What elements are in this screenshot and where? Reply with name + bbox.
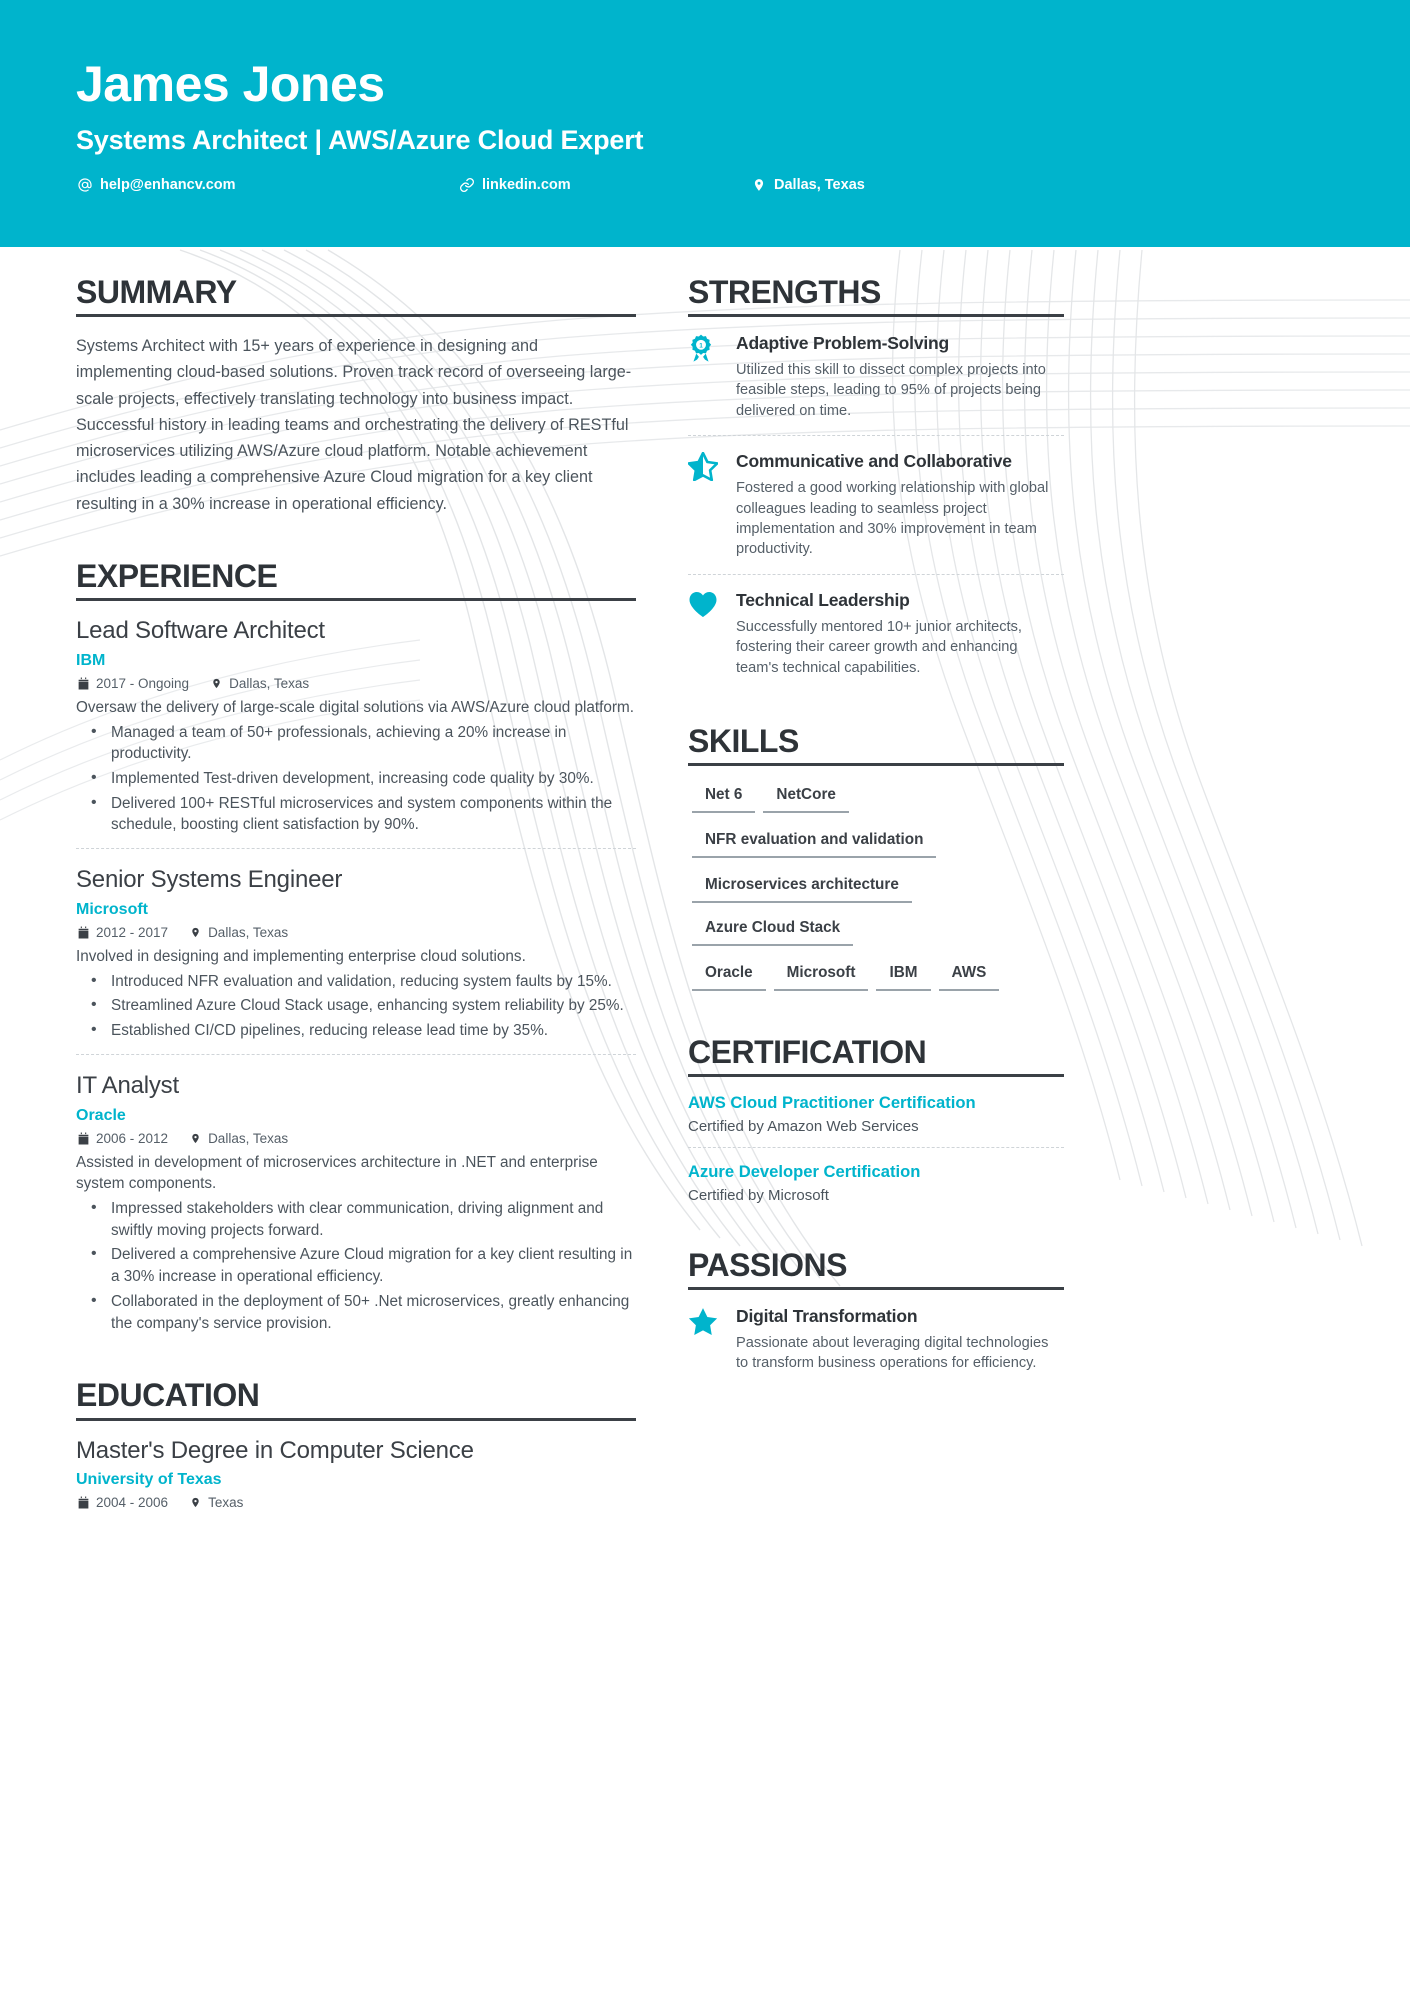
experience-entry-dates — [76, 676, 189, 691]
experience-entry — [76, 617, 636, 848]
experience-entry-bullets — [76, 722, 636, 837]
skills-row — [688, 782, 1064, 825]
svg-text:1: 1 — [699, 342, 703, 350]
passion-item-body — [736, 1306, 1064, 1374]
experience-entry-description: Oversaw the delivery of large-scale digital solutions via AWS/Azure cloud platform. — [76, 698, 635, 716]
award-medal-icon — [688, 333, 736, 421]
experience-entry-company: Oracle — [76, 1106, 126, 1124]
strength-item-title: Communicative and Collaborative — [736, 451, 1012, 472]
certification-item — [688, 1093, 1064, 1147]
contact-email-label: help@enhancv.com — [100, 176, 236, 193]
experience-entry-company: Microsoft — [76, 900, 148, 918]
location-pin-icon — [188, 1132, 202, 1145]
experience-entry-location — [188, 925, 288, 940]
skills-row — [688, 872, 1064, 958]
strength-item-title: Adaptive Problem-Solving — [736, 333, 950, 354]
list-item: • Managed a team of 50+ professionals, achieving a 20% increase in productivity. — [89, 722, 636, 765]
list-item: • Delivered 100+ RESTful microservices and system components within the schedule, boosting client satisfaction by 90%. — [89, 793, 636, 836]
section-passions — [688, 1248, 1064, 1388]
certification-heading-rule — [688, 1074, 1064, 1077]
experience-entry-dates-label: 2012 - 2017 — [96, 924, 169, 940]
right-column — [688, 247, 1064, 1528]
skill-tag[interactable]: AWS — [939, 960, 1000, 991]
contact-linkedin[interactable] — [458, 177, 750, 193]
contact-linkedin-label: linkedin.com — [482, 176, 571, 193]
strength-item-text: Successfully mentored 10+ junior architects, fostering their career growth and enhancing team's technical capabilities. — [736, 618, 1022, 676]
education-entry-school: University of Texas — [76, 1471, 222, 1489]
experience-entry-dates-label: 2006 - 2012 — [96, 1130, 169, 1146]
at-icon — [76, 177, 93, 193]
experience-entry-title: Lead Software Architect — [76, 617, 325, 645]
strength-item-text: Fostered a good working relationship with global colleagues leading to seamless project implementation and 30% improvement in team productivity. — [736, 480, 1049, 558]
summary-heading: SUMMARY — [76, 274, 237, 310]
education-entry-meta — [76, 1495, 636, 1510]
experience-entry-title: IT Analyst — [76, 1071, 179, 1099]
list-item: • Impressed stakeholders with clear communication, driving alignment and swiftly moving projects forward. — [89, 1198, 636, 1241]
certification-name: AWS Cloud Practitioner Certification — [688, 1093, 976, 1113]
strengths-heading: STRENGTHS — [688, 274, 881, 310]
location-pin-icon — [188, 926, 202, 939]
heart-icon — [688, 590, 736, 678]
passion-item-title: Digital Transformation — [736, 1306, 918, 1327]
strength-item-text: Utilized this skill to dissect complex projects into feasible steps, leading to 95% of projects being delivered on time. — [736, 362, 1046, 419]
passions-heading-rule — [688, 1287, 1064, 1290]
certification-item — [688, 1147, 1064, 1216]
strength-item — [688, 574, 1064, 692]
experience-entry-location-label: Dallas, Texas — [208, 1130, 289, 1146]
passion-item-text: Passionate about leveraging digital technologies to transform business operations for efficiency. — [736, 1334, 1049, 1372]
experience-entry-meta — [76, 925, 636, 940]
experience-entry-location-label: Dallas, Texas — [208, 924, 289, 940]
star-icon — [688, 1306, 736, 1374]
contact-email[interactable] — [76, 177, 458, 193]
strength-item-body — [736, 590, 1064, 678]
experience-entry-location — [188, 1131, 288, 1146]
certification-heading: CERTIFICATION — [688, 1034, 927, 1071]
experience-entry-location-label: Dallas, Texas — [229, 675, 310, 691]
skills-row — [688, 827, 1064, 870]
education-entry-dates-label: 2004 - 2006 — [96, 1495, 169, 1511]
experience-entry — [76, 848, 636, 1054]
contact-list — [76, 177, 1410, 193]
skills-heading-rule — [688, 763, 1064, 766]
skill-tag[interactable]: Microsoft — [774, 960, 869, 991]
experience-entry-meta — [76, 1131, 636, 1146]
strength-item-body — [736, 451, 1064, 560]
education-entry — [76, 1437, 636, 1523]
certification-issuer: Certified by Amazon Web Services — [688, 1118, 919, 1136]
passion-item — [688, 1306, 1064, 1388]
experience-heading: EXPERIENCE — [76, 557, 278, 594]
location-pin-icon — [188, 1496, 202, 1509]
strength-item-title: Technical Leadership — [736, 589, 910, 610]
experience-entry-description: Involved in designing and implementing enterprise cloud solutions. — [76, 947, 526, 965]
certification-issuer: Certified by Microsoft — [688, 1186, 829, 1204]
experience-entry-company: IBM — [76, 651, 106, 669]
education-heading: EDUCATION — [76, 1377, 260, 1414]
contact-location — [750, 177, 865, 193]
skills-row — [688, 960, 1064, 1003]
resume-header — [0, 0, 1410, 247]
calendar-icon — [76, 677, 90, 690]
experience-entry — [76, 1054, 636, 1347]
experience-entry-bullets — [76, 971, 636, 1042]
location-pin-icon — [209, 677, 223, 690]
section-certification — [688, 1035, 1064, 1216]
job-title: Systems Architect | AWS/Azure Cloud Expert — [76, 124, 644, 155]
left-column — [76, 247, 636, 1528]
section-education — [76, 1378, 636, 1522]
calendar-icon — [76, 926, 90, 939]
half-star-icon — [688, 451, 736, 560]
calendar-icon — [76, 1132, 90, 1145]
education-entry-dates — [76, 1495, 168, 1510]
summary-text: Systems Architect with 15+ years of experience in designing and implementing cloud-based solutions. Proven track record of overseeing large-scale projects, effectively translating technology into business impact. Successful history in leading teams and orchestrating the delivery of RESTful microservices utilizing AWS/Azure cloud platform. Notable achievement includes leading a comprehensive Azure Cloud migration for a key client resulting in a 30% increase in operational efficiency. — [76, 337, 632, 513]
strengths-heading-rule — [688, 314, 1064, 317]
list-item: • Streamlined Azure Cloud Stack usage, enhancing system reliability by 25%. — [89, 995, 636, 1017]
link-icon — [458, 177, 475, 193]
skill-tag[interactable]: IBM — [876, 960, 930, 991]
skill-tag[interactable]: Azure Cloud Stack — [692, 915, 853, 946]
education-heading-rule — [76, 1418, 636, 1421]
strength-item — [688, 333, 1064, 435]
education-entry-location — [188, 1495, 243, 1510]
experience-entry-dates — [76, 925, 168, 940]
calendar-icon — [76, 1496, 90, 1509]
summary-heading-rule — [76, 314, 636, 317]
education-entry-location-label: Texas — [208, 1495, 244, 1511]
experience-entry-location — [209, 676, 309, 691]
passions-heading: PASSIONS — [688, 1246, 847, 1283]
contact-location-label: Dallas, Texas — [774, 176, 865, 193]
section-experience — [76, 559, 636, 1347]
strength-item — [688, 435, 1064, 574]
list-item: • Established CI/CD pipelines, reducing release lead time by 35%. — [89, 1020, 636, 1042]
skills-heading: SKILLS — [688, 723, 799, 760]
experience-entry-title: Senior Systems Engineer — [76, 866, 343, 894]
resume-body — [0, 247, 1410, 1528]
experience-entry-description: Assisted in development of microservices architecture in .NET and enterprise system components. — [76, 1153, 598, 1193]
page-title: James Jones — [76, 56, 385, 112]
list-item: • Implemented Test-driven development, increasing code quality by 30%. — [89, 768, 636, 790]
location-pin-icon — [750, 177, 767, 193]
experience-entry-dates — [76, 1131, 168, 1146]
experience-heading-rule — [76, 598, 636, 601]
education-entry-title: Master's Degree in Computer Science — [76, 1436, 474, 1464]
certification-name: Azure Developer Certification — [688, 1162, 921, 1182]
experience-entry-bullets — [76, 1198, 636, 1334]
list-item: • Introduced NFR evaluation and validation, reducing system faults by 15%. — [89, 971, 636, 993]
experience-entry-dates-label: 2017 - Ongoing — [96, 675, 190, 691]
list-item: • Delivered a comprehensive Azure Cloud migration for a key client resulting in a 30% increase in operational efficiency. — [89, 1244, 636, 1287]
section-skills — [688, 724, 1064, 1003]
section-strengths — [688, 275, 1064, 692]
experience-entry-meta — [76, 676, 636, 691]
skill-tag[interactable]: NetCore — [763, 782, 849, 813]
strength-item-body — [736, 333, 1064, 421]
list-item: • Collaborated in the deployment of 50+ .Net microservices, greatly enhancing the company's service provision. — [89, 1291, 636, 1334]
section-summary — [76, 275, 636, 517]
skill-tag[interactable]: Microservices architecture — [692, 872, 912, 903]
skill-tag[interactable]: Oracle — [692, 960, 766, 991]
skill-tag[interactable]: Net 6 — [692, 782, 755, 813]
skill-tag[interactable]: NFR evaluation and validation — [692, 827, 936, 858]
